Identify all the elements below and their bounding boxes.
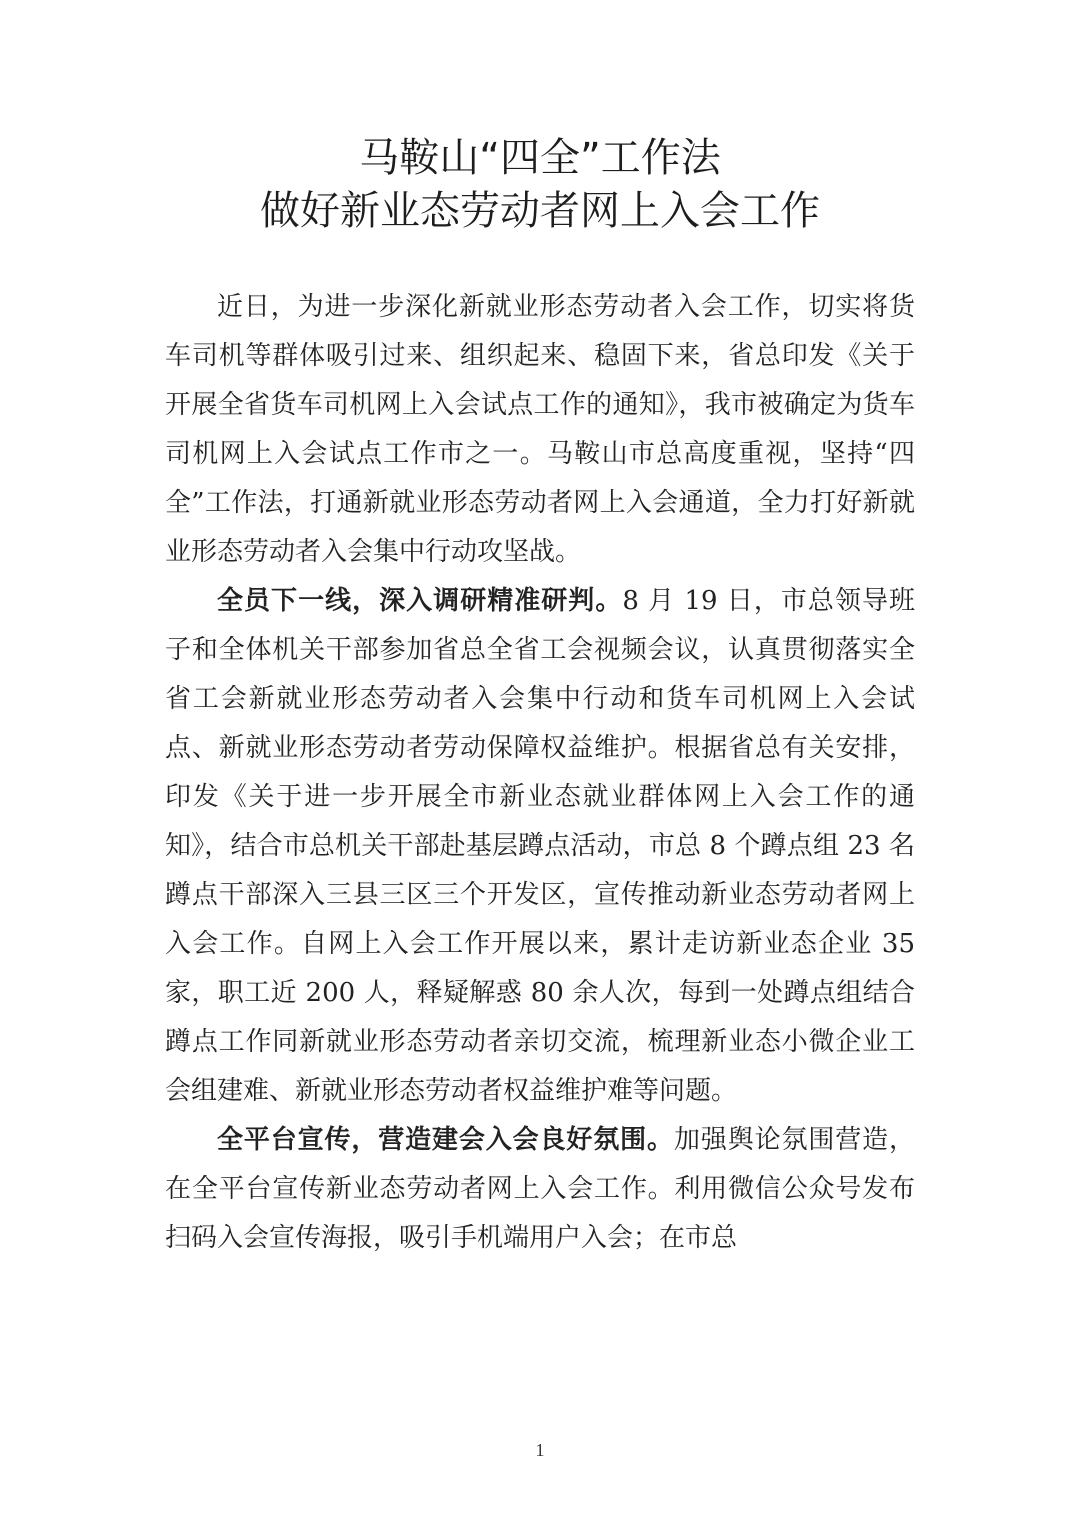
page-number: 1 [535,1440,545,1460]
paragraph-lead: 全员下一线，深入调研精准研判。 [217,586,623,616]
document-title-line-2: 做好新业态劳动者网上入会工作 [260,188,820,234]
paragraph-text: 近日，为进一步深化新就业形态劳动者入会工作，切实将货车司机等群体吸引过来、组织起来、稳固下来，省总印发《关于开展全省货车司机网上入会试点工作的通知》，我市被确定为货车司机网上入会试点工作市之一。马鞍山市总高度重视，坚持“四全”工作法，打通新就业形态劳动者网上入会通道，全力打好新就业形态劳动者入会集中行动攻坚战。 [165,292,915,567]
paragraph-text: 8 月 19 日，市总领导班子和全体机关干部参加省总全省工会视频会议，认真贯彻落实全省工会新就业形态劳动者入会集中行动和货车司机网上入会试点、新就业形态劳动者劳动保障权益维护。根据省总有关安排，印发《关于进一步开展全市新业态就业群体网上入会工作的通知》，结合市总机关干部赴基层蹲点活动，市总 8 个蹲点组 23 名蹲点干部深入三县三区三个开发区，宣传推动新业态劳动者网上入会工作。自网上入会工作开展以来，累计走访新业态企业 35 家，职工近 200 人，释疑解惑 80 余人次，每到一处蹲点组结合蹲点工作同新就业形态劳动者亲切交流，梳理新业态小微企业工会组建难、新就业形态劳动者权益维护难等问题。 [165,586,915,1106]
document-body [165,283,915,1263]
paragraph-lead: 全平台宣传，营造建会入会良好氛围。 [217,1125,674,1155]
paragraph-text: 加强舆论氛围营造，在全平台宣传新业态劳动者网上入会工作。利用微信公众号发布扫码入会宣传海报，吸引手机端用户入会；在市总 [165,1125,915,1253]
paragraph-fieldwork [165,577,915,1116]
paragraph-publicity [165,1116,915,1263]
document-title-line-1: 马鞍山“四全”工作法 [359,135,721,181]
paragraph-intro [165,283,915,577]
